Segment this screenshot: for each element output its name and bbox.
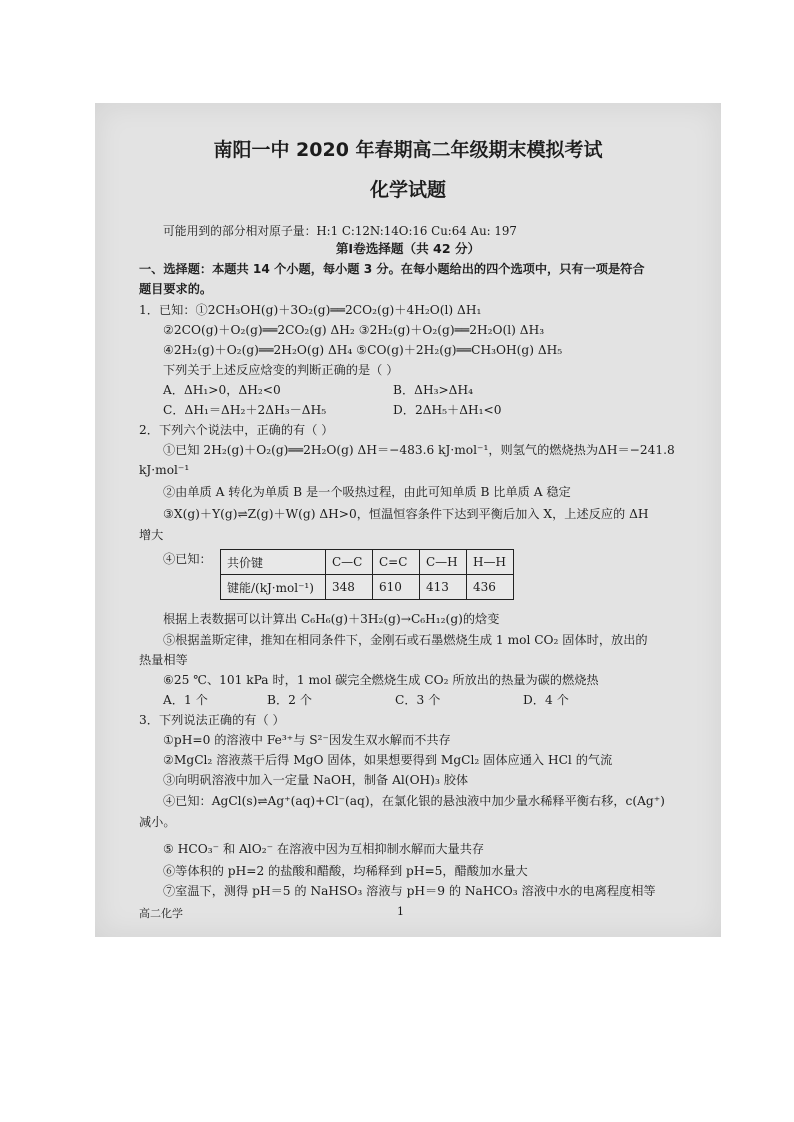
footer-subject: 高二化学 bbox=[139, 907, 183, 920]
q3-statement-1: ①pH=0 的溶液中 Fe³⁺与 S²⁻因发生双水解而不共存 bbox=[163, 733, 451, 747]
q3-statement-4b: 减小。 bbox=[139, 815, 176, 829]
q1-line3: ④2H₂(g)＋O₂(g)══2H₂O(g) ΔH₄ ⑤CO(g)＋2H₂(g)══CH₃OH(g) ΔH₅ bbox=[163, 343, 563, 357]
table-header-cell: C=C bbox=[373, 550, 420, 575]
q2-option-d: D．4 个 bbox=[523, 693, 569, 707]
q1-option-d: D．2ΔH₅＋ΔH₁<0 bbox=[393, 403, 502, 417]
q1-option-b: B．ΔH₃>ΔH₄ bbox=[393, 383, 473, 397]
table-cell: 348 bbox=[326, 575, 373, 600]
instructions-line2: 题目要求的。 bbox=[139, 282, 213, 296]
q2-statement-4b: 根据上表数据可以计算出 C₆H₆(g)＋3H₂(g)→C₆H₁₂(g)的焓变 bbox=[163, 612, 500, 626]
q1-line2: ②2CO(g)＋O₂(g)══2CO₂(g) ΔH₂ ③2H₂(g)＋O₂(g)══2H₂O(l) ΔH₃ bbox=[163, 323, 545, 337]
q2-option-a: A．1 个 bbox=[163, 693, 208, 707]
table-cell: 610 bbox=[373, 575, 420, 600]
q2-statement-1b: kJ·mol⁻¹ bbox=[139, 463, 190, 477]
q2-statement-1a: ①已知 2H₂(g)＋O₂(g)══2H₂O(g) ΔH＝−483.6 kJ·mol⁻¹，则氢气的燃烧热为ΔH＝−241.8 bbox=[163, 443, 675, 457]
table-header-cell: H—H bbox=[467, 550, 514, 575]
bond-energy-table bbox=[220, 549, 514, 600]
q1-line1: 1．已知：①2CH₃OH(g)＋3O₂(g)══2CO₂(g)＋4H₂O(l) ΔH₁ bbox=[139, 303, 482, 317]
q3-statement-2: ②MgCl₂ 溶液蒸干后得 MgO 固体，如果想要得到 MgCl₂ 固体应通入 HCl 的气流 bbox=[163, 753, 613, 767]
table-row bbox=[221, 550, 514, 575]
table-header-cell: 共价键 bbox=[221, 550, 326, 575]
table-header-cell: C—C bbox=[326, 550, 373, 575]
q3-statement-4a: ④已知：AgCl(s)⇌Ag⁺(aq)+Cl⁻(aq)，在氯化银的悬浊液中加少量水稀释平衡右移，c(Ag⁺) bbox=[163, 794, 665, 808]
q1-option-c: C．ΔH₁＝ΔH₂＋2ΔH₃－ΔH₅ bbox=[163, 403, 327, 417]
q3-statement-6: ⑥等体积的 pH=2 的盐酸和醋酸，均稀释到 pH=5，醋酸加水量大 bbox=[163, 864, 528, 878]
q2-statement-6: ⑥25 ℃、101 kPa 时，1 mol 碳完全燃烧生成 CO₂ 所放出的热量为碳的燃烧热 bbox=[163, 673, 599, 687]
atomic-masses: 可能用到的部分相对原子量：H:1 C:12N:14O:16 Cu:64 Au: 197 bbox=[163, 224, 517, 238]
q2-option-c: C．3 个 bbox=[395, 693, 441, 707]
page-number: 1 bbox=[397, 905, 404, 918]
table-row bbox=[221, 575, 514, 600]
q2-statement-5b: 热量相等 bbox=[139, 653, 188, 667]
q2-statement-5a: ⑤根据盖斯定律，推知在相同条件下，金刚石或石墨燃烧生成 1 mol CO₂ 固体时，放出的 bbox=[163, 633, 648, 647]
exam-subject: 化学试题 bbox=[369, 179, 446, 201]
q2-option-b: B．2 个 bbox=[267, 693, 312, 707]
exam-title: 南阳一中 2020 年春期高二年级期末模拟考试 bbox=[213, 139, 603, 161]
table-cell: 键能/(kJ·mol⁻¹) bbox=[221, 575, 326, 600]
q2-statement-3a: ③X(g)＋Y(g)⇌Z(g)＋W(g) ΔH>0，恒温恒容条件下达到平衡后加入 X，上述反应的 ΔH bbox=[163, 507, 649, 521]
q2-statement-3b: 增大 bbox=[139, 528, 164, 542]
q3-statement-7: ⑦室温下，测得 pH＝5 的 NaHSO₃ 溶液与 pH＝9 的 NaHCO₃ 溶液中水的电离程度相等 bbox=[163, 884, 656, 898]
q1-stem: 下列关于上述反应焓变的判断正确的是（ ） bbox=[163, 363, 399, 377]
table-header-cell: C—H bbox=[420, 550, 467, 575]
section-title: 第Ⅰ卷选择题（共 42 分） bbox=[335, 241, 481, 256]
table-cell: 413 bbox=[420, 575, 467, 600]
q2-statement-4: ④已知： bbox=[163, 552, 212, 566]
table-cell: 436 bbox=[467, 575, 514, 600]
exam-page bbox=[95, 103, 721, 937]
q3-stem: 3．下列说法正确的有（ ） bbox=[139, 713, 285, 727]
q1-option-a: A．ΔH₁>0，ΔH₂<0 bbox=[163, 383, 281, 397]
q3-statement-3: ③向明矾溶液中加入一定量 NaOH，制备 Al(OH)₃ 胶体 bbox=[163, 773, 469, 787]
q3-statement-5: ⑤ HCO₃⁻ 和 AlO₂⁻ 在溶液中因为互相抑制水解而大量共存 bbox=[163, 842, 485, 856]
instructions-line1: 一、选择题：本题共 14 个小题，每小题 3 分。在每小题给出的四个选项中，只有一项是符合 bbox=[139, 262, 645, 276]
q2-stem: 2．下列六个说法中，正确的有（ ） bbox=[139, 423, 334, 437]
q2-statement-2: ②由单质 A 转化为单质 B 是一个吸热过程，由此可知单质 B 比单质 A 稳定 bbox=[163, 485, 571, 499]
